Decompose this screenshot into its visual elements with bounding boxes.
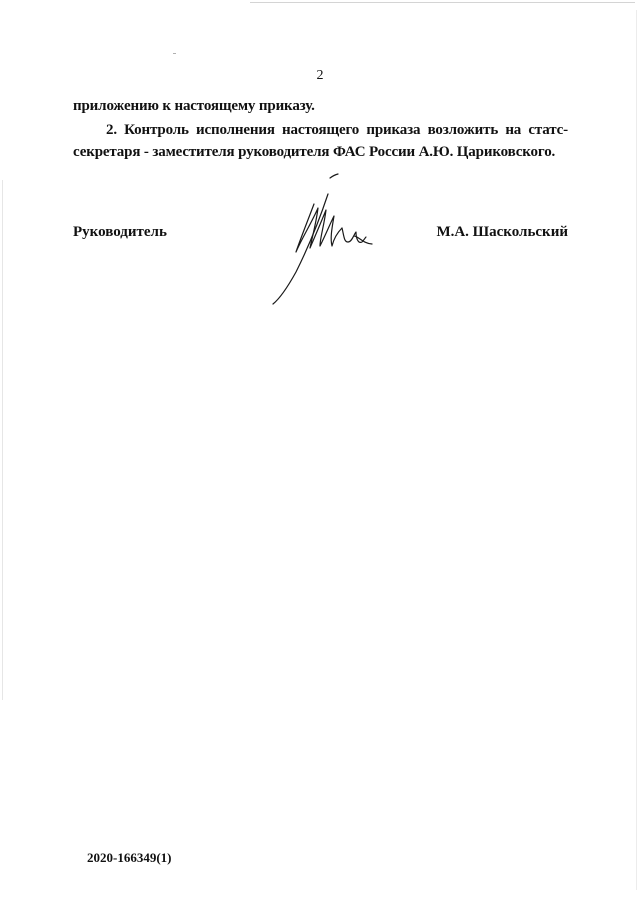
signatory-name: М.А. Шаскольский [436,224,568,240]
text-line-continuation: приложению к настоящему приказу. [73,98,315,114]
page-number: 2 [316,68,324,83]
scan-edge-right [636,10,637,890]
document-number: 2020-166349(1) [87,850,172,865]
handwritten-signature-icon [268,168,378,306]
signatory-title: Руководитель [73,224,167,240]
scan-artifact [173,53,176,54]
scan-edge-top [250,2,635,3]
paragraph-2: 2. Контроль исполнения настоящего приказа возложить на статс-секретаря - заместителя руководителя ФАС России А.Ю. Цариковского. [73,122,568,160]
scan-edge-left [2,180,3,700]
